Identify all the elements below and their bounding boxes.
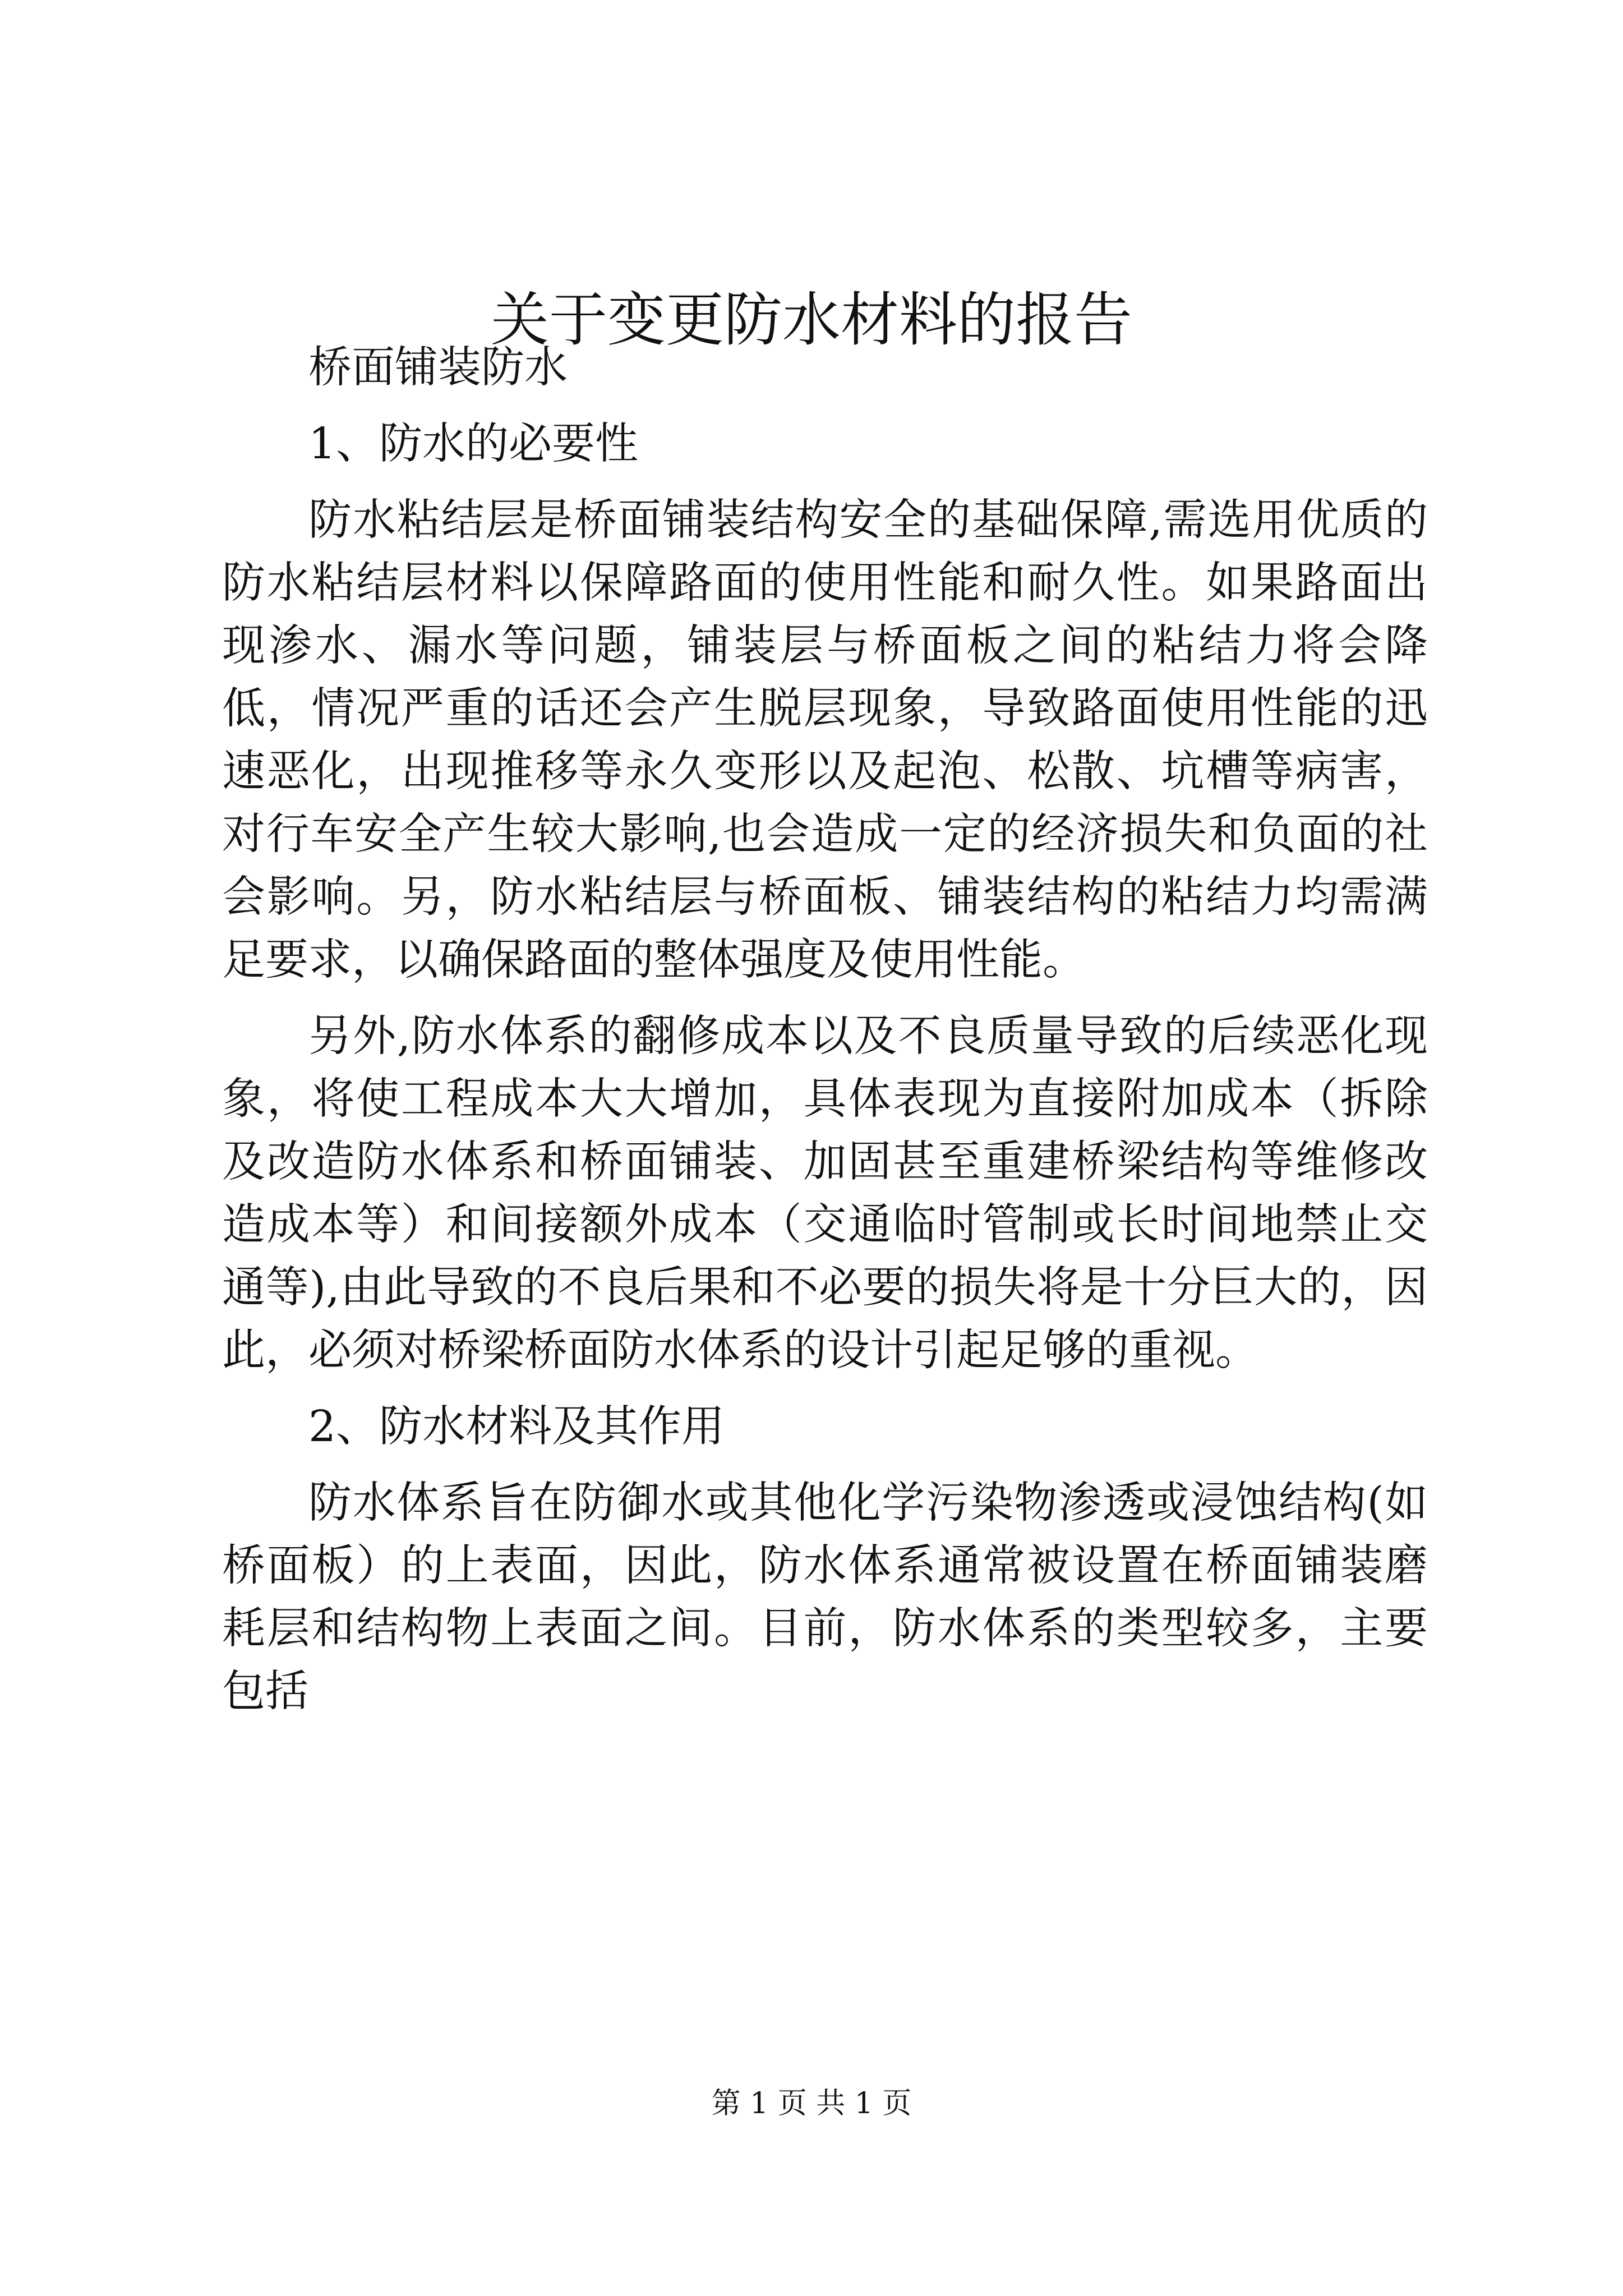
body-paragraph: 防水体系旨在防御水或其他化学污染物渗透或浸蚀结构(如桥面板）的上表面，因此，防水体系通常被设置在桥面铺装磨耗层和结构物上表面之间。目前，防水体系的类型较多，主要包括 <box>222 1478 1428 1717</box>
document-title: 关于变更防水材料的报告 <box>490 286 1132 354</box>
document-body <box>222 337 1428 1723</box>
page-footer: 第 1 页 共 1 页 <box>711 2087 912 2120</box>
subsection-heading: 1、防水的必要性 <box>308 419 638 469</box>
section-heading: 桥面铺装防水 <box>308 343 568 393</box>
body-paragraph: 防水粘结层是桥面铺装结构安全的基础保障,需选用优质的防水粘结层材料以保障路面的使用性能和耐久性。如果路面出现渗水、漏水等问题，铺装层与桥面板之间的粘结力将会降低，情况严重的话还会产生脱层现象，导致路面使用性能的迅速恶化，出现推移等永久变形以及起泡、松散、坑槽等病害，对行车安全产生较大影响,也会造成一定的经济损失和负面的社会影响。另，防水粘结层与桥面板、铺装结构的粘结力均需满足要求，以确保路面的整体强度及使用性能。 <box>222 495 1428 985</box>
subsection-heading: 2、防水材料及其作用 <box>308 1402 725 1452</box>
body-paragraph: 另外,防水体系的翻修成本以及不良质量导致的后续恶化现象，将使工程成本大大增加，具体表现为直接附加成本（拆除及改造防水体系和桥面铺装、加固甚至重建桥梁结构等维修改造成本等）和间接额外成本（交通临时管制或长时间地禁止交通等),由此导致的不良后果和不必要的损失将是十分巨大的，因此，必须对桥梁桥面防水体系的设计引起足够的重视。 <box>222 1011 1428 1375</box>
